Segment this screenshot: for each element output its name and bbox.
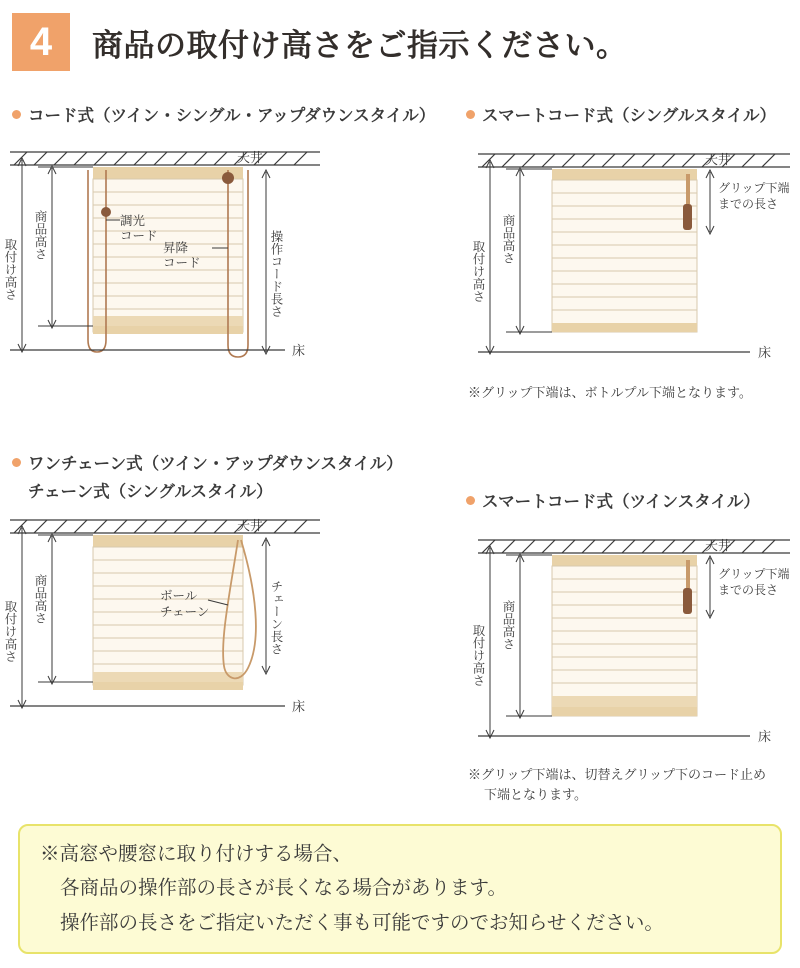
diagram-chain <box>0 500 460 750</box>
grip-handle <box>683 204 692 230</box>
dim-grip-length <box>706 170 714 234</box>
callout-line-3: 操作部の長さをご指定いただく事も可能ですのでお知らせください。 <box>60 911 664 934</box>
ceiling-hatching <box>10 520 320 533</box>
label-product-height: 商品高さ <box>501 214 515 264</box>
label-mount-height: 取付け高さ <box>3 238 17 301</box>
label-grip-length-line1: グリップ下端 <box>718 567 790 581</box>
bullet-dot-icon <box>12 458 21 467</box>
label-ball-chain-line1: ボール <box>160 589 198 603</box>
blind-headrail <box>93 535 243 547</box>
label-floor: 床 <box>292 343 306 358</box>
smart-cord <box>686 560 690 588</box>
label-floor: 床 <box>758 729 772 744</box>
dim-mount-height <box>486 160 494 354</box>
callout-line-2: 各商品の操作部の長さが長くなる場合があります。 <box>60 877 507 900</box>
section-title-smart-single <box>466 102 776 126</box>
diagram-cord <box>0 130 460 380</box>
callout-box <box>18 824 782 954</box>
note-smart-single: ※グリップ下端は、ボトルプル下端となります。 <box>468 385 752 400</box>
label-product-height: 商品高さ <box>501 600 515 650</box>
label-grip-length-line1: グリップ下端 <box>718 181 790 195</box>
cord-knob-lift <box>222 172 234 184</box>
blind-middle-rail <box>93 672 243 682</box>
label-operating-cord: 操作コード長さ <box>269 230 283 318</box>
ceiling-hatching <box>10 152 320 165</box>
smart-cord <box>686 174 690 204</box>
dim-grip-length <box>706 556 714 618</box>
section-title-smart-single-text: スマートコード式（シングルスタイル） <box>482 107 776 125</box>
blind-bottomrail <box>93 682 243 690</box>
section-title-smart-twin-text: スマートコード式（ツインスタイル） <box>482 493 760 511</box>
bullet-dot-icon <box>466 110 475 119</box>
cord-knob-light <box>101 207 111 217</box>
blind-fabric <box>552 566 697 716</box>
blind-bottomrail <box>552 323 697 332</box>
page-title: 商品の取付け高さをご指示ください。 <box>92 27 628 63</box>
label-mount-height: 取付け高さ <box>471 624 485 687</box>
label-product-height: 商品高さ <box>33 210 47 260</box>
label-light-cord-line2: コード <box>120 229 158 243</box>
label-mount-height: 取付け高さ <box>471 240 485 303</box>
label-chain-length: チェーン長さ <box>269 580 283 655</box>
diagram-smart-twin <box>460 516 800 766</box>
blind-headrail <box>552 555 697 566</box>
blind-bottomrail <box>93 326 243 334</box>
label-grip-length-line2: までの長さ <box>718 197 779 211</box>
bullet-dot-icon <box>12 110 21 119</box>
page-header <box>12 10 788 74</box>
label-grip-length-line2: までの長さ <box>718 583 779 597</box>
blind-bottomrail <box>552 707 697 716</box>
diagram-smart-single <box>460 130 800 380</box>
section-title-cord-text: コード式（ツイン・シングル・アップダウンスタイル） <box>28 107 436 125</box>
note-smart-twin-line2: 下端となります。 <box>484 787 587 802</box>
ceiling-hatching <box>478 154 790 167</box>
grip-handle <box>683 588 692 614</box>
label-lift-cord-line2: コード <box>163 256 201 270</box>
label-light-cord-line1: 調光 <box>120 214 146 228</box>
blind-middle-rail <box>93 316 243 326</box>
callout-line-1: ※高窓や腰窓に取り付けする場合、 <box>40 843 353 865</box>
label-ceiling: 天井 <box>705 538 732 553</box>
blind-middle-rail <box>552 696 697 707</box>
blind-headrail <box>552 169 697 180</box>
dim-mount-height <box>18 158 26 352</box>
step-number-badge: 4 <box>12 13 70 71</box>
section-title-chain-line1-text: ワンチェーン式（ツイン・アップダウンスタイル） <box>28 455 403 473</box>
dim-mount-height <box>18 526 26 708</box>
label-ceiling: 天井 <box>237 518 264 533</box>
label-floor: 床 <box>758 345 772 360</box>
blind-headrail <box>93 167 243 179</box>
ceiling-hatching <box>478 540 790 553</box>
label-ceiling: 天井 <box>705 152 732 167</box>
section-title-smart-twin <box>466 488 760 512</box>
section-title-chain-line1 <box>12 450 403 474</box>
label-mount-height: 取付け高さ <box>3 600 17 663</box>
label-lift-cord-line1: 昇降 <box>163 241 189 255</box>
label-ceiling: 天井 <box>237 150 264 165</box>
section-title-chain-line2: チェーン式（シングルスタイル） <box>28 483 273 501</box>
label-ball-chain-line2: チェーン <box>160 605 210 619</box>
bullet-dot-icon <box>466 496 475 505</box>
section-title-cord <box>12 102 435 126</box>
blind-fabric <box>552 180 697 332</box>
note-smart-twin-line1: ※グリップ下端は、切替えグリップ下のコード止め <box>468 767 766 782</box>
dim-mount-height <box>486 546 494 738</box>
label-product-height: 商品高さ <box>33 574 47 624</box>
label-floor: 床 <box>292 699 306 714</box>
